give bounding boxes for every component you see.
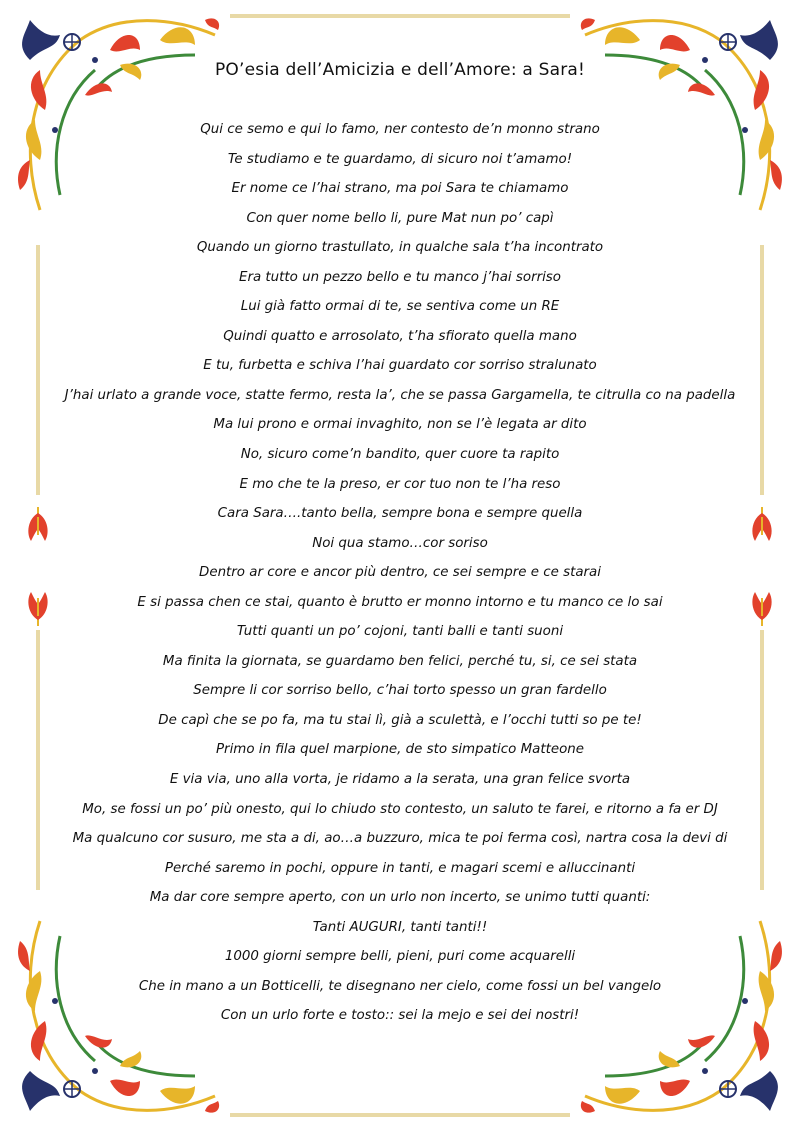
poem-line: Te studiamo e te guardamo, di sicuro noi t’amamo! xyxy=(227,151,573,167)
poem-line: E si passa chen ce stai, quanto è brutto er monno intorno e tu manco ce lo sai xyxy=(137,594,663,610)
poem-line: De capì che se po fa, ma tu stai lì, già a sculettà, e l’occhi tutti so pe te! xyxy=(158,712,642,728)
poem-line: Tutti quanti un po’ cojoni, tanti balli e tanti suoni xyxy=(236,624,564,640)
poem-line: Quando un giorno trastullato, in qualche sala t’ha incontrato xyxy=(196,240,604,256)
poem-line: Ma finita la giornata, se guardamo ben felici, perché tu, si, ce sei stata xyxy=(162,653,638,669)
poem-line: Ma dar core sempre aperto, con un urlo non incerto, se unimo tutti quanti: xyxy=(149,890,651,906)
poem-line: Lui già fatto ormai di te, se sentiva come un RE xyxy=(240,299,560,315)
poem-line: E tu, furbetta e schiva l’hai guardato cor sorriso stralunato xyxy=(203,358,597,374)
poem-line: Mo, se fossi un po’ più onesto, qui lo chiudo sto contesto, un saluto te farei, e ritorno a fa er DJ xyxy=(82,801,718,817)
poem-line: Con quer nome bello li, pure Mat nun po’ capì xyxy=(246,210,554,226)
poem-line: Primo in fila quel marpione, de sto simpatico Matteone xyxy=(215,742,584,758)
frame-line-bottom xyxy=(230,1113,570,1117)
poem-line: Noi qua stamo…cor soriso xyxy=(312,535,488,551)
poem-line: Sempre li cor sorriso bello, c’hai torto spesso un gran fardello xyxy=(193,683,607,699)
poem-line: Con un urlo forte e tosto:: sei la mejo e sei dei nostri! xyxy=(220,1008,580,1024)
frame-line-top xyxy=(230,14,570,18)
poem-line: Cara Sara….tanto bella, sempre bona e sempre quella xyxy=(217,506,583,522)
poem-line: J’hai urlato a grande voce, statte fermo, resta la’, che se passa Gargamella, te citrulla co na padella xyxy=(64,387,736,403)
poem-line: No, sicuro come’n bandito, quer cuore ta rapito xyxy=(240,447,560,463)
poem-line: Qui ce semo e qui lo famo, ner contesto de’n monno strano xyxy=(200,122,600,137)
poem-line: 1000 giorni sempre belli, pieni, puri come acquarelli xyxy=(224,949,576,965)
poem-line: E mo che te la preso, er cor tuo non te l’ha reso xyxy=(239,476,561,492)
poem-line: Er nome ce l’hai strano, ma poi Sara te chiamamo xyxy=(231,181,569,197)
poem-line: Che in mano a un Botticelli, te disegnano ner cielo, come fossi un bel vangelo xyxy=(138,978,662,994)
poem-body xyxy=(0,115,800,1031)
poem-line: Ma qualcuno cor susuro, me sta a di, ao…a buzzuro, mica te poi ferma così, nartra cosa la devi di xyxy=(72,831,728,847)
poem-line: E via via, uno alla vorta, je ridamo a la serata, una gran felice svorta xyxy=(169,772,631,788)
page-title: PO’esia dell’Amicizia e dell’Amore: a Sara! xyxy=(214,60,586,80)
poem-line: Dentro ar core e ancor più dentro, ce sei sempre e ce starai xyxy=(199,565,601,581)
poem-line: Perché saremo in pochi, oppure in tanti, e magari scemi e alluccinanti xyxy=(164,860,636,876)
poem-line: Ma lui prono e ormai invaghito, non se l’è legata ar dito xyxy=(213,417,587,433)
poem-line: Era tutto un pezzo bello e tu manco j’hai sorriso xyxy=(239,269,561,285)
poem-line: Tanti AUGURI, tanti tanti!! xyxy=(312,919,488,935)
poem-line: Quindi quatto e arrosolato, t’ha sfiorato quella mano xyxy=(223,328,577,344)
